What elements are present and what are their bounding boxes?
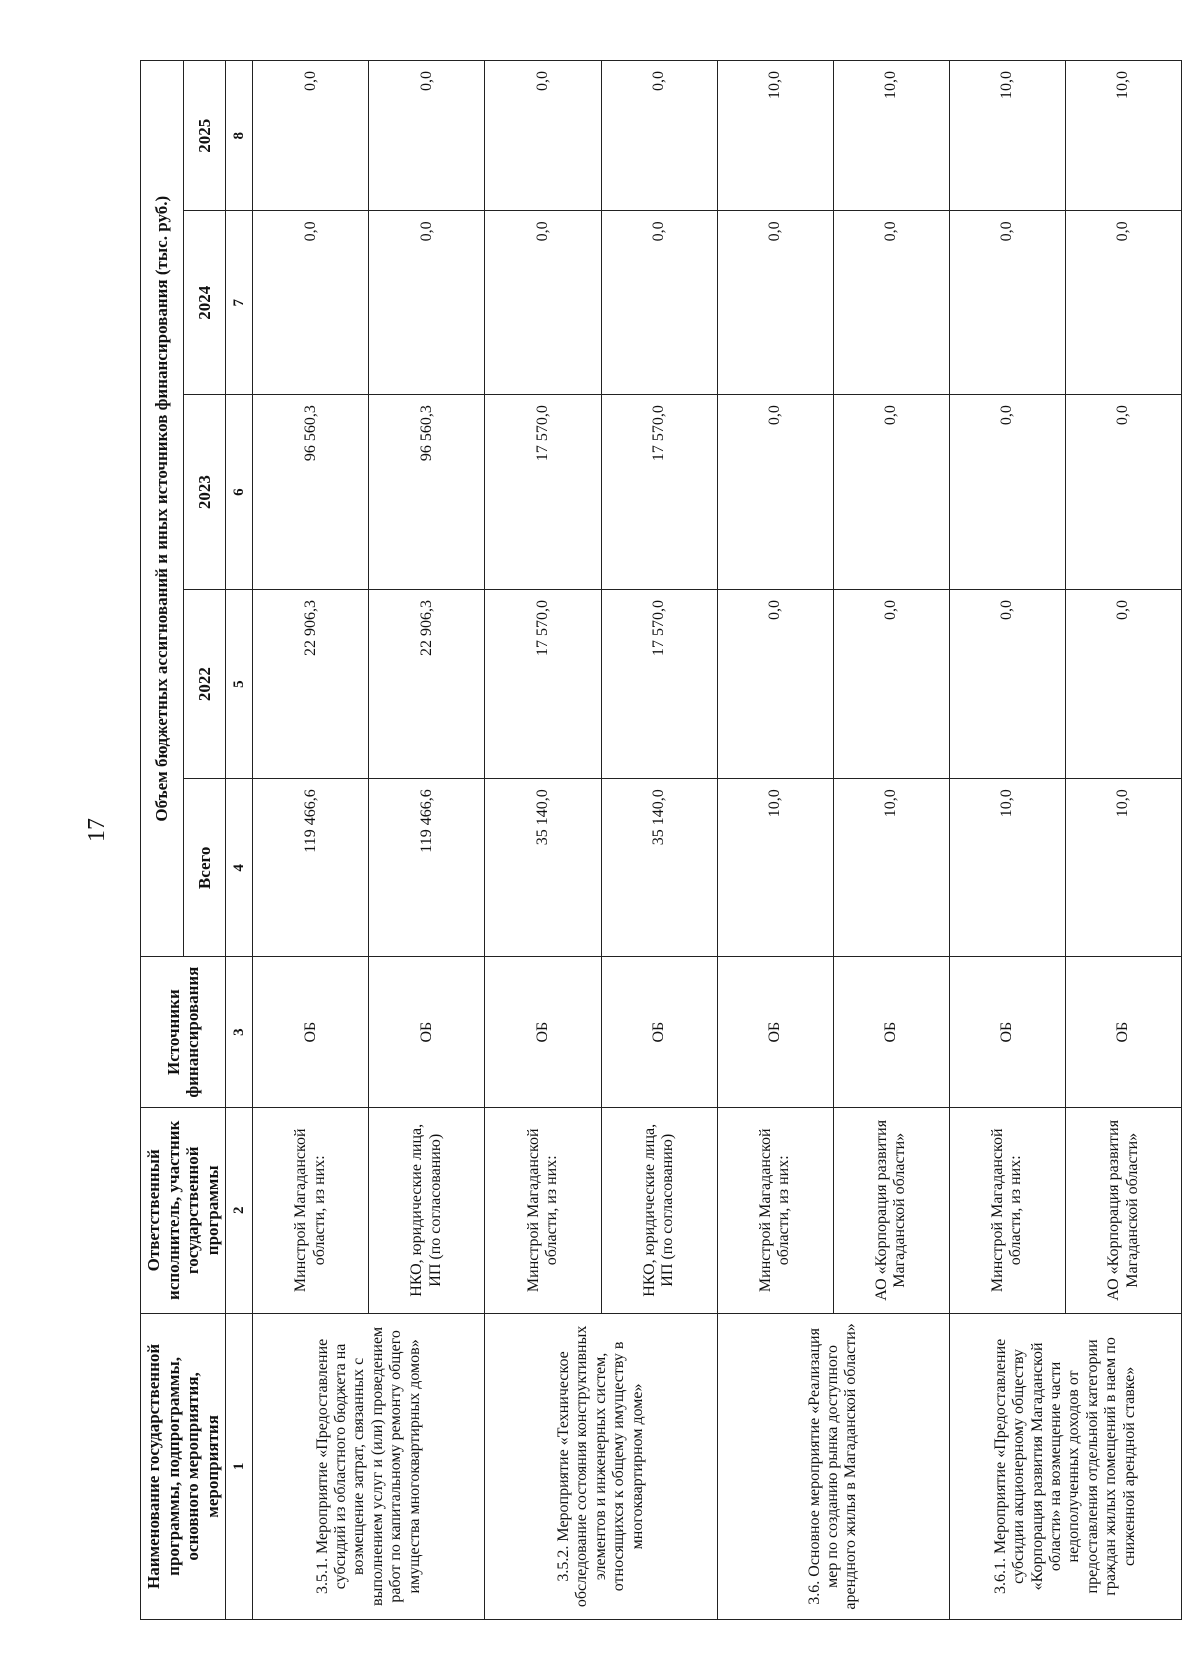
col-2024-header: 2024 <box>183 211 226 395</box>
y2023-cell: 0,0 <box>949 395 1065 590</box>
y2024-cell: 0,0 <box>601 211 717 395</box>
y2022-cell: 0,0 <box>1065 590 1181 779</box>
y2025-cell: 0,0 <box>485 61 601 211</box>
measure-name: 3.5.1. Мероприятие «Предоставление субсидий из областного бюджета на возмещение затрат, связанных с выполнением услуг и (или) проведением работ по капитальному ремонту общего имущества многоквартирных домов» <box>253 1313 485 1619</box>
y2025-cell: 10,0 <box>1065 61 1181 211</box>
y2025-cell: 10,0 <box>949 61 1065 211</box>
total-cell: 10,0 <box>833 779 949 957</box>
col-total-header: Всего <box>183 779 226 957</box>
col-executor-header: Ответственный исполнитель, участник государственной программы <box>141 1107 226 1313</box>
y2025-cell: 0,0 <box>253 61 369 211</box>
index-cell: 3 <box>226 957 253 1107</box>
header-row-1 <box>141 61 184 1620</box>
y2025-cell: 10,0 <box>717 61 833 211</box>
funding-table-container <box>140 60 1150 1620</box>
y2023-cell: 0,0 <box>833 395 949 590</box>
y2023-cell: 17 570,0 <box>485 395 601 590</box>
y2022-cell: 17 570,0 <box>601 590 717 779</box>
table-row <box>949 61 1065 1620</box>
measure-name: 3.6. Основное мероприятие «Реализация мер по созданию рынка доступного арендного жилья в Магаданской области» <box>717 1313 949 1619</box>
y2024-cell: 0,0 <box>253 211 369 395</box>
source-cell: ОБ <box>369 957 485 1107</box>
source-cell: ОБ <box>601 957 717 1107</box>
executor-cell: Минстрой Магаданской области, из них: <box>717 1107 833 1313</box>
total-cell: 35 140,0 <box>601 779 717 957</box>
y2024-cell: 0,0 <box>949 211 1065 395</box>
total-cell: 119 466,6 <box>253 779 369 957</box>
executor-cell: Минстрой Магаданской области, из них: <box>253 1107 369 1313</box>
y2022-cell: 0,0 <box>717 590 833 779</box>
source-cell: ОБ <box>253 957 369 1107</box>
y2023-cell: 0,0 <box>717 395 833 590</box>
y2022-cell: 0,0 <box>949 590 1065 779</box>
table-row <box>253 61 369 1620</box>
measure-name: 3.6.1. Мероприятие «Предоставление субсидии акционерному обществу «Корпорация развития Магаданской области» на возмещение части недополученных доходов от предоставления отдельной категории граждан жилых помещений в наем по сниженной арендной ставке» <box>949 1313 1181 1619</box>
total-cell: 10,0 <box>949 779 1065 957</box>
y2022-cell: 0,0 <box>833 590 949 779</box>
measure-name: 3.5.2. Мероприятие «Техническое обследование состояния конструктивных элементов и инженерных систем, относящихся к общему имуществу в многоквартирном доме» <box>485 1313 717 1619</box>
y2025-cell: 10,0 <box>833 61 949 211</box>
source-cell: ОБ <box>1065 957 1181 1107</box>
funding-group-header: Объем бюджетных ассигнований и иных источников финансирования (тыс. руб.) <box>141 61 184 957</box>
index-cell: 7 <box>226 211 253 395</box>
col-2022-header: 2022 <box>183 590 226 779</box>
executor-cell: Минстрой Магаданской области, из них: <box>949 1107 1065 1313</box>
y2023-cell: 17 570,0 <box>601 395 717 590</box>
col-name-header: Наименование государственной программы, подпрограммы, основного мероприятия, мероприятия <box>141 1313 226 1619</box>
index-row <box>226 61 253 1620</box>
y2023-cell: 96 560,3 <box>369 395 485 590</box>
col-2023-header: 2023 <box>183 395 226 590</box>
index-cell: 6 <box>226 395 253 590</box>
page-number: 17 <box>84 818 110 842</box>
index-cell: 4 <box>226 779 253 957</box>
executor-cell: АО «Корпорация развития Магаданской области» <box>1065 1107 1181 1313</box>
y2024-cell: 0,0 <box>485 211 601 395</box>
col-source-header: Источники финансирования <box>141 957 226 1107</box>
y2022-cell: 22 906,3 <box>253 590 369 779</box>
executor-cell: Минстрой Магаданской области, из них: <box>485 1107 601 1313</box>
y2024-cell: 0,0 <box>369 211 485 395</box>
total-cell: 10,0 <box>717 779 833 957</box>
source-cell: ОБ <box>717 957 833 1107</box>
table-row <box>717 61 833 1620</box>
y2024-cell: 0,0 <box>833 211 949 395</box>
y2025-cell: 0,0 <box>601 61 717 211</box>
y2024-cell: 0,0 <box>1065 211 1181 395</box>
index-cell: 1 <box>226 1313 253 1619</box>
y2022-cell: 22 906,3 <box>369 590 485 779</box>
total-cell: 10,0 <box>1065 779 1181 957</box>
source-cell: ОБ <box>485 957 601 1107</box>
y2024-cell: 0,0 <box>717 211 833 395</box>
executor-cell: НКО, юридические лица, ИП (по согласованию) <box>601 1107 717 1313</box>
index-cell: 2 <box>226 1107 253 1313</box>
executor-cell: НКО, юридические лица, ИП (по согласованию) <box>369 1107 485 1313</box>
table-row <box>485 61 601 1620</box>
index-cell: 8 <box>226 61 253 211</box>
y2023-cell: 0,0 <box>1065 395 1181 590</box>
total-cell: 119 466,6 <box>369 779 485 957</box>
y2022-cell: 17 570,0 <box>485 590 601 779</box>
funding-table <box>140 60 1182 1620</box>
source-cell: ОБ <box>833 957 949 1107</box>
col-2025-header: 2025 <box>183 61 226 211</box>
index-cell: 5 <box>226 590 253 779</box>
total-cell: 35 140,0 <box>485 779 601 957</box>
y2023-cell: 96 560,3 <box>253 395 369 590</box>
y2025-cell: 0,0 <box>369 61 485 211</box>
executor-cell: АО «Корпорация развития Магаданской области» <box>833 1107 949 1313</box>
source-cell: ОБ <box>949 957 1065 1107</box>
